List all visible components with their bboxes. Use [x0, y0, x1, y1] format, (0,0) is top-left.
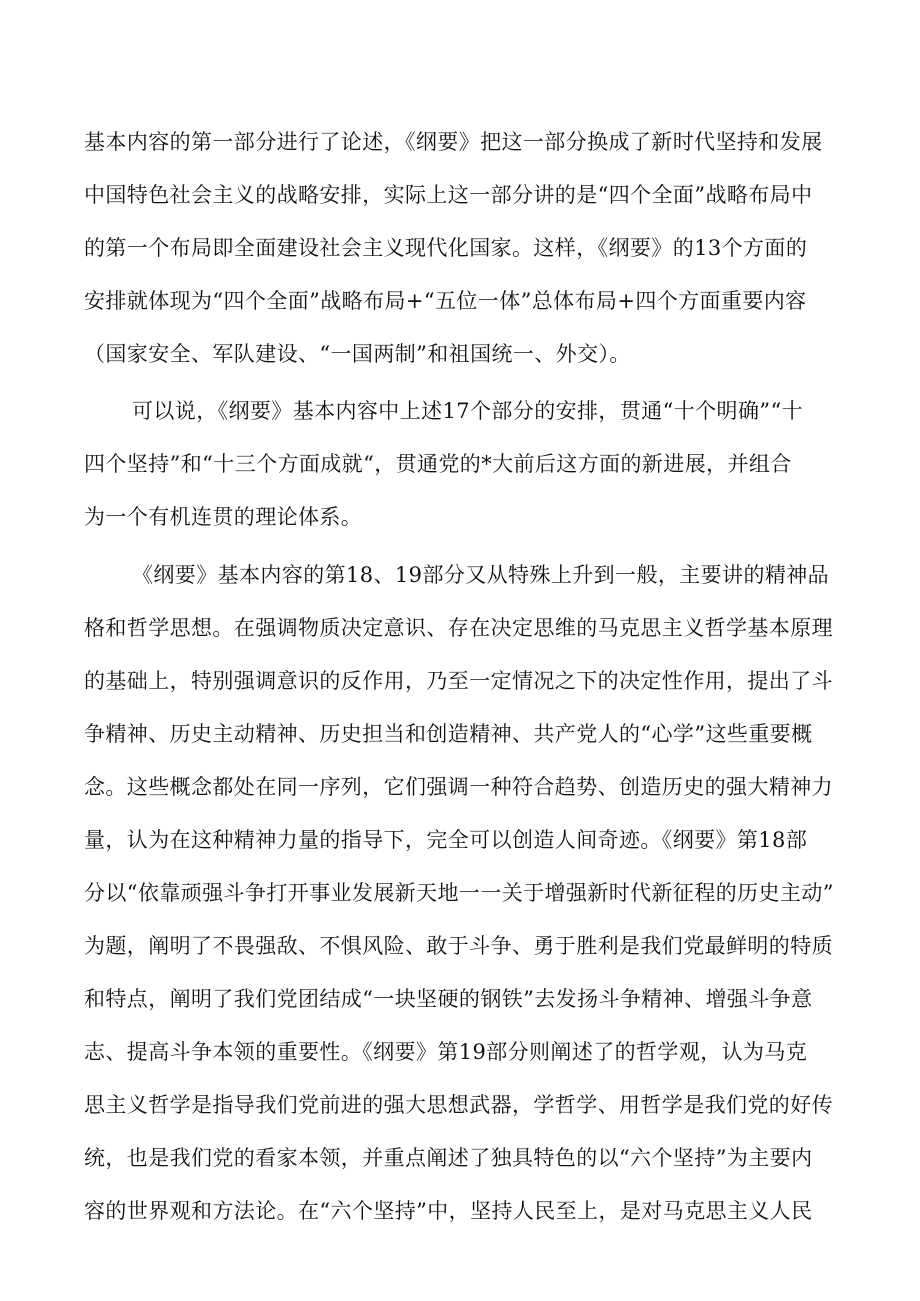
paragraph-1-line-5: （国家安全、军队建设、“一国两制”和祖国统一、外交）。: [84, 342, 631, 366]
paragraph-3-line-11: 思主义哲学是指导我们党前进的强大思想武器，学哲学、用哲学是我们党的好传: [84, 1093, 833, 1117]
paragraph-2-line-1: 可以说，《纲要》基本内容中上述17个部分的安排，贯通“十个明确”“十: [132, 399, 804, 423]
paragraph-3-line-13: 容的世界观和方法论。在“六个坚持”中，坚持人民至上，是对马克思主义人民: [84, 1199, 813, 1223]
paragraph-3-line-8: 为题，阐明了不畏强敌、不惧风险、敢于斗争、勇于胜利是我们党最鲜明的特质: [84, 934, 833, 958]
paragraph-3-line-3: 的基础上，特别强调意识的反作用，乃至一定情况之下的决定性作用，提出了斗: [84, 669, 833, 693]
paragraph-3-line-2: 格和哲学思想。在强调物质决定意识、存在决定思维的马克思主义哲学基本原理: [84, 616, 833, 640]
paragraph-1-line-4: 安排就体现为“四个全面”战略布局+“五位一体”总体布局+四个方面重要内容: [84, 289, 807, 313]
paragraph-2-line-2: 四个坚持”和“十三个方面成就“，贯通党的*大前后这方面的新进展，并组合: [84, 452, 792, 476]
paragraph-3-line-7: 分以“依靠顽强斗争打开事业发展新天地一一关于增强新时代新征程的历史主动”: [84, 881, 834, 905]
paragraph-3-line-10: 志、提高斗争本领的重要性。《纲要》第19部分则阐述了的哲学观，认为马克: [84, 1040, 808, 1064]
paragraph-3-line-1: 《纲要》基本内容的第18、19部分又从特殊上升到一般，主要讲的精神品: [132, 563, 830, 587]
paragraph-1-line-2: 中国特色社会主义的战略安排，实际上这一部分讲的是“四个全面”战略布局中: [84, 183, 813, 207]
paragraph-3-line-9: 和特点，阐明了我们党团结成“一块坚硬的钢铁”去发扬斗争精神、增强斗争意: [84, 987, 813, 1011]
paragraph-3-line-4: 争精神、历史主动精神、历史担当和创造精神、共产党人的“心学”这些重要概: [84, 722, 813, 746]
paragraph-1-line-3: 的第一个布局即全面建设社会主义现代化国家。这样，《纲要》的13个方面的: [84, 236, 808, 260]
paragraph-3-line-12: 统，也是我们党的看家本领，并重点阐述了独具特色的以“六个坚持”为主要内: [84, 1146, 813, 1170]
paragraph-1-line-1: 基本内容的第一部分进行了论述，《纲要》把这一部分换成了新时代坚持和发展: [84, 130, 823, 154]
paragraph-2-line-3: 为一个有机连贯的理论体系。: [84, 505, 363, 529]
paragraph-3-line-6: 量，认为在这种精神力量的指导下，完全可以创造人间奇迹。《纲要》第18部: [84, 828, 808, 852]
paragraph-3-line-5: 念。这些概念都处在同一序列，它们强调一种符合趋势、创造历史的强大精神力: [84, 775, 833, 799]
